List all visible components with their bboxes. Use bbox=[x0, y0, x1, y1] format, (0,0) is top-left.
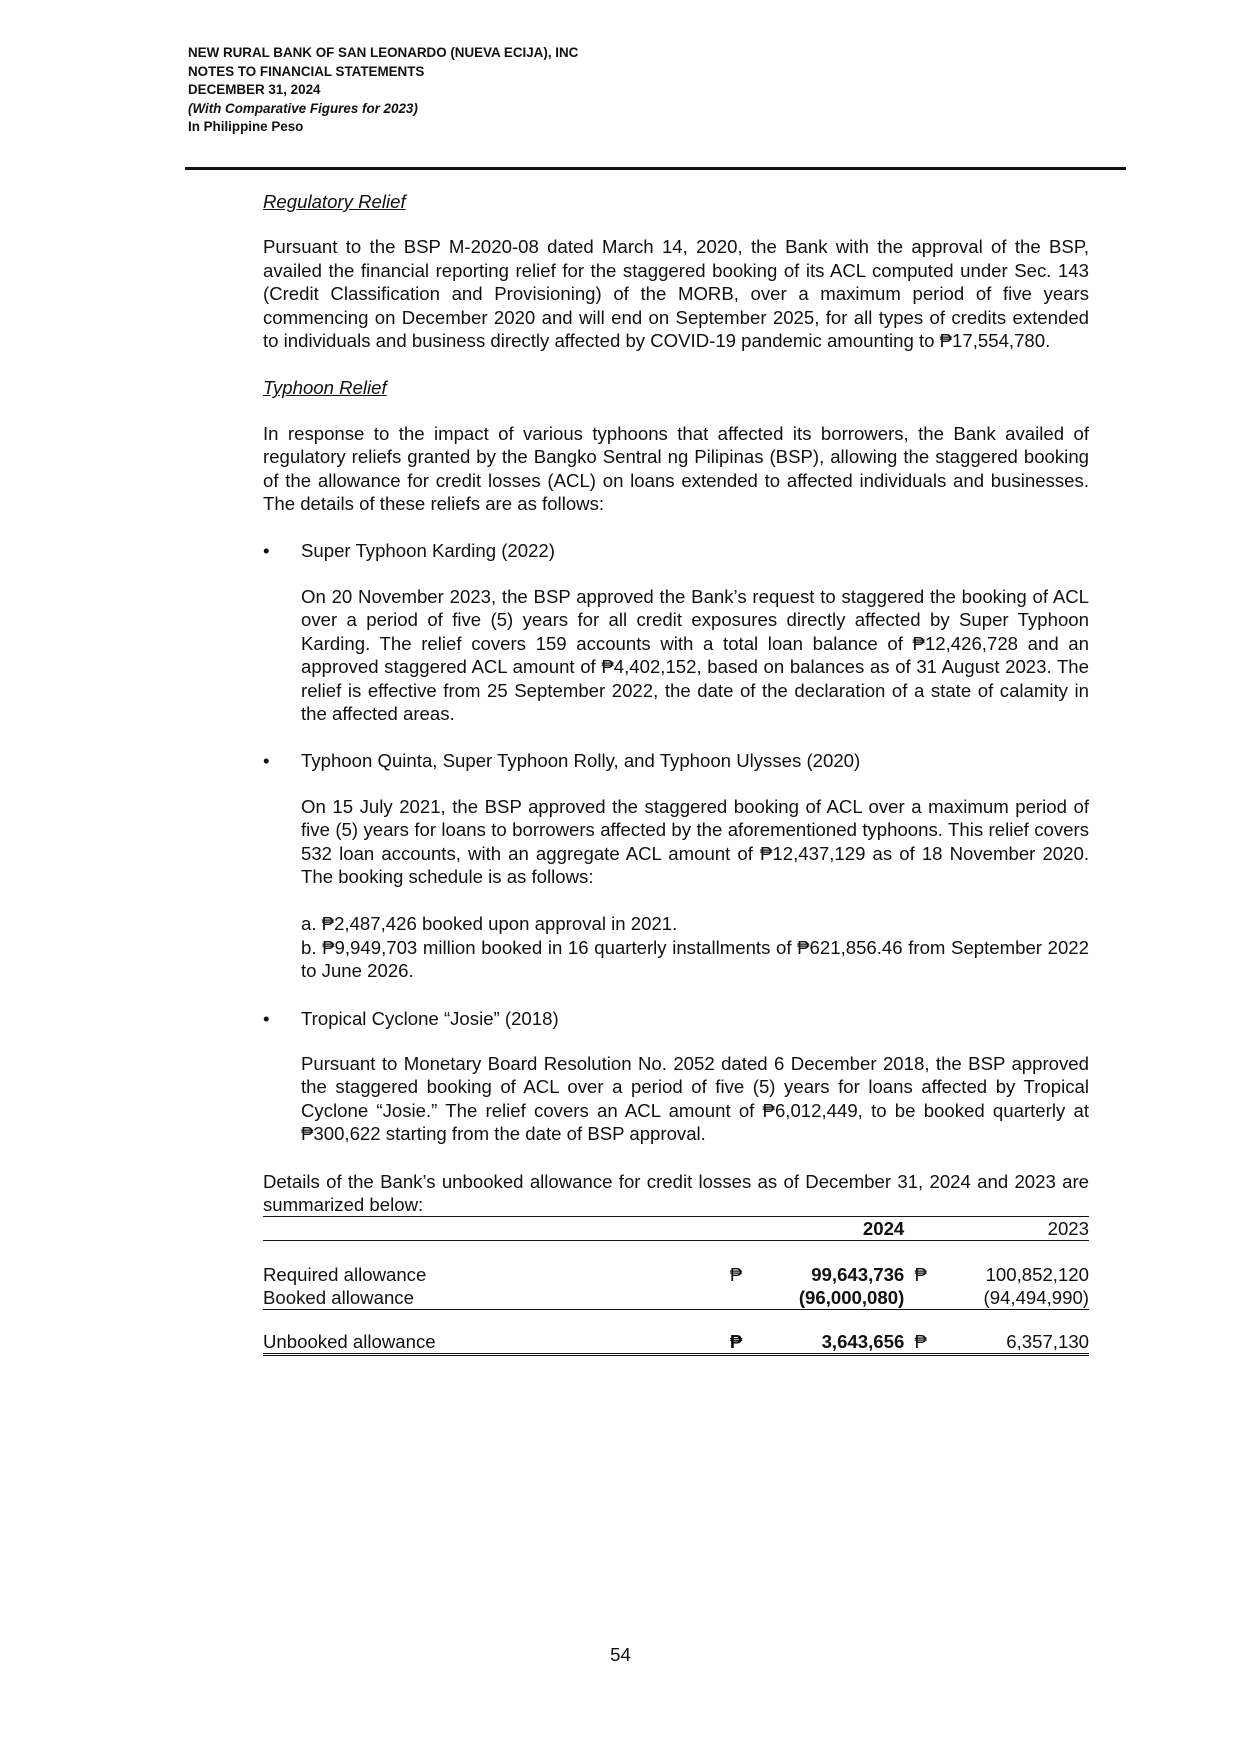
bullet-icon: • bbox=[263, 540, 270, 562]
bullet-icon: • bbox=[263, 1007, 270, 1029]
page-content bbox=[263, 190, 1089, 1356]
document-header bbox=[188, 44, 578, 137]
karding-body: On 20 November 2023, the BSP approved the Bank’s request to staggered the booking of ACL over a period of five (5) years for all credit exposures directly affected by Super Typhoon Karding. The relief covers 159 accounts with a total loan balance of ₱12,426,728 and an approved staggered ACL amount of ₱4,402,152, based on balances as of 31 August 2023. The relief is effective from 25 September 2022, the date of the declaration of a state of calamity in the affected areas. bbox=[301, 585, 1089, 724]
value-2023: (94,494,990) bbox=[956, 1286, 1089, 1310]
column-header-2023: 2023 bbox=[956, 1217, 1089, 1241]
schedule-item-a: a. ₱2,487,426 booked upon approval in 2021. bbox=[301, 913, 678, 935]
header-divider bbox=[185, 167, 1126, 170]
value-2024: (96,000,080) bbox=[771, 1286, 904, 1310]
peso-sign-icon: ₱ bbox=[729, 1264, 743, 1286]
company-name: NEW RURAL BANK OF SAN LEONARDO (NUEVA ECIJA), INC bbox=[188, 45, 579, 60]
table-total-row bbox=[263, 1330, 1089, 1355]
value-2024: 99,643,736 bbox=[811, 1264, 905, 1286]
regulatory-relief-heading: Regulatory Relief bbox=[263, 191, 406, 212]
total-label: Unbooked allowance bbox=[263, 1330, 730, 1355]
bullet-title: Tropical Cyclone “Josie” (2018) bbox=[301, 1007, 559, 1029]
bullet-icon: • bbox=[263, 750, 270, 772]
josie-body: Pursuant to Monetary Board Resolution No. 2052 dated 6 December 2018, the BSP approved the staggered booking of ACL over a period of five (5) years for loans affected by Tropical Cyclone “Josie.” The relief covers an ACL amount of ₱6,012,449, to be booked quarterly at ₱300,622 starting from the date of BSP approval. bbox=[301, 1052, 1089, 1145]
peso-sign-icon: ₱ bbox=[730, 1330, 771, 1355]
table-row bbox=[263, 1263, 1089, 1286]
bullet-title: Typhoon Quinta, Super Typhoon Rolly, and Typhoon Ulysses (2020) bbox=[301, 750, 861, 772]
summary-intro: Details of the Bank’s unbooked allowance for credit losses as of December 31, 2024 and 2023 are summarized below: bbox=[263, 1170, 1089, 1215]
schedule-item-b: b. ₱9,949,703 million booked in 16 quarterly installments of ₱621,856.46 from September 2022 to June 2026. bbox=[301, 936, 1089, 982]
typhoon-relief-intro: In response to the impact of various typhoons that affected its borrowers, the Bank availed of regulatory reliefs granted by the Bangko Sentral ng Pilipinas (BSP), allowing the staggered booking of the allowance for credit losses (ACL) on loans extended to affected individuals and businesses. The details of these reliefs are as follows: bbox=[263, 422, 1089, 515]
statement-date: DECEMBER 31, 2024 bbox=[188, 82, 321, 98]
regulatory-relief-paragraph: Pursuant to the BSP M-2020-08 dated March 14, 2020, the Bank with the approval of the BSP, availed the financial reporting relief for the staggered booking of its ACL computed under Sec. 143 (Credit Classification and Provisioning) of the MORB, over a maximum period of five years commencing on December 2020 and will end on September 2025, for all types of credits extended to individuals and business directly affected by COVID-19 pandemic amounting to ₱17,554,780. bbox=[263, 236, 1089, 352]
bullet-item-quinta-rolly-ulysses bbox=[263, 749, 1089, 772]
column-header-2024: 2024 bbox=[771, 1217, 904, 1241]
currency-note: In Philippine Peso bbox=[188, 119, 304, 135]
total-2024: 3,643,656 bbox=[771, 1330, 904, 1355]
comparative-note: (With Comparative Figures for 2023) bbox=[188, 100, 418, 116]
document-title: NOTES TO FINANCIAL STATEMENTS bbox=[188, 63, 425, 79]
total-2023: 6,357,130 bbox=[956, 1330, 1089, 1355]
typhoon-relief-heading: Typhoon Relief bbox=[263, 377, 387, 399]
table-row bbox=[263, 1286, 1089, 1310]
bullet-item-karding bbox=[263, 539, 1089, 562]
table-header-row bbox=[263, 1217, 1089, 1241]
bullet-title: Super Typhoon Karding (2022) bbox=[301, 540, 555, 562]
value-2023: 100,852,120 bbox=[985, 1264, 1089, 1286]
quinta-rolly-ulysses-body: On 15 July 2021, the BSP approved the staggered booking of ACL over a maximum period of five (5) years for loans to borrowers affected by the aforementioned typhoons. This relief covers 532 loan accounts, with an aggregate ACL amount of ₱12,437,129 as of 18 November 2020. The booking schedule is as follows: bbox=[301, 795, 1089, 887]
unbooked-allowance-table bbox=[263, 1216, 1089, 1356]
row-label: Required allowance bbox=[263, 1264, 427, 1286]
row-label: Booked allowance bbox=[263, 1286, 730, 1310]
peso-sign-icon: ₱ bbox=[914, 1264, 927, 1286]
bullet-item-josie bbox=[263, 1007, 1089, 1030]
page-number: 54 bbox=[610, 1644, 631, 1665]
peso-sign-icon: ₱ bbox=[915, 1330, 956, 1355]
